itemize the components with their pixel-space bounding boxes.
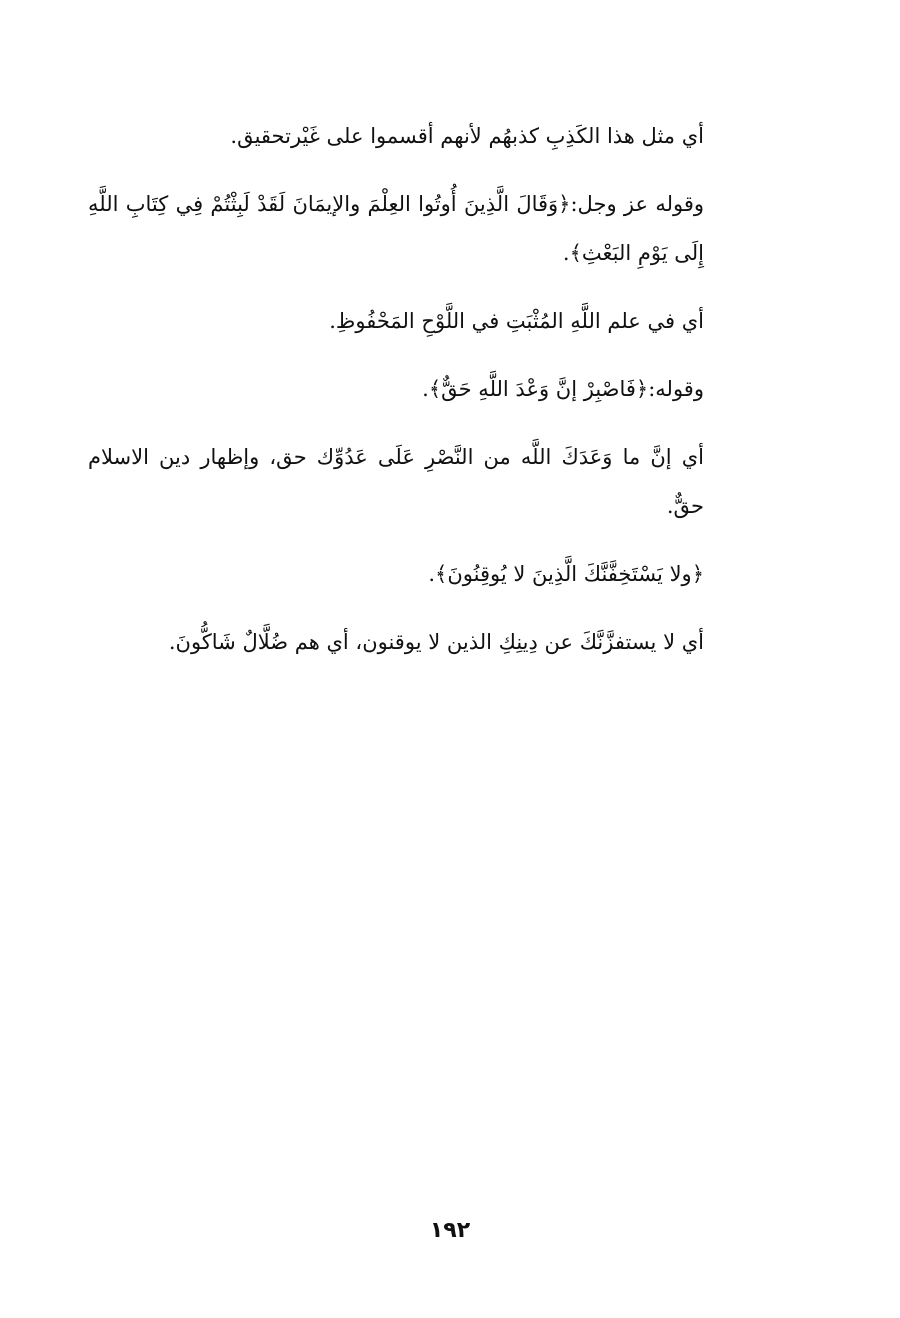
paragraph-4: وقوله:﴿فَاصْبِرْ إنَّ وَعْدَ اللَّهِ حَقٌّ﴾. bbox=[422, 377, 704, 401]
paragraph-7: أي لا يستفزَّنَّكَ عن دِينِكِ الذين لا يوقنون، أي هم ضُلَّالٌ شَاكُّونَ. bbox=[168, 630, 704, 654]
paragraph-5: أي إنَّ ما وَعَدَكَ اللَّه من النَّصْرِ عَلَى عَدُوِّك حق، وإظهار دين الاسلام حقٌّ. bbox=[88, 445, 704, 518]
paragraph-1: أي مثل هذا الكَذِبِ كذبهُم لأنهم أقسموا على غَيْرتحقيق. bbox=[230, 124, 704, 148]
page-number: ١٩٢ bbox=[429, 1218, 471, 1243]
paragraph-3: أي في علم اللَّهِ المُثْبَتِ في اللَّوْحِ المَحْفُوظِ. bbox=[329, 309, 704, 333]
page-body bbox=[88, 112, 704, 686]
paragraph-6: ﴿ولا يَسْتَخِفَّنَّكَ الَّذِينَ لا يُوقِنُونَ﴾. bbox=[428, 562, 704, 586]
paragraph-2: وقوله عز وجل:﴿وَقَالَ الَّذِينَ أُوتُوا العِلْمَ والإيمَانَ لَقَدْ لَبِثْتُمْ فِي كِتَابِ اللَّهِ إِلَى يَوْمِ البَعْثِ﴾. bbox=[88, 192, 704, 265]
